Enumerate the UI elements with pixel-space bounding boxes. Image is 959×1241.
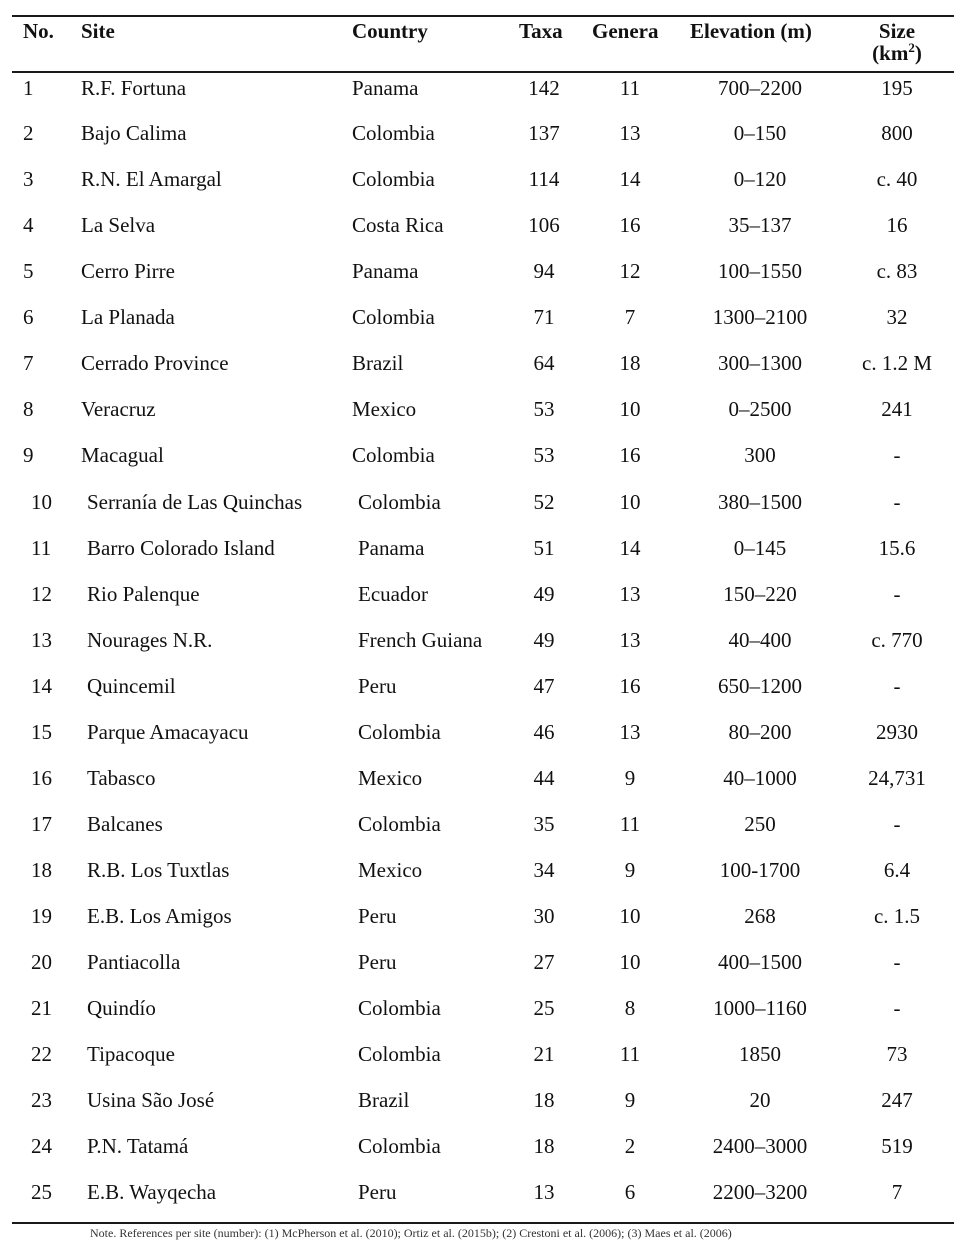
cell-taxa: 71 xyxy=(533,305,555,329)
cell-elevation: 2400–3000 xyxy=(712,1134,808,1158)
cell-country: Panama xyxy=(352,259,419,283)
cell-elevation: 0–150 xyxy=(733,121,787,145)
cell-site: P.N. Tatamá xyxy=(87,1134,189,1158)
cell-no: 20 xyxy=(31,950,52,974)
table-header-rule xyxy=(12,71,954,73)
cell-genera: 9 xyxy=(624,766,636,790)
cell-taxa: 18 xyxy=(533,1134,555,1158)
cell-genera: 16 xyxy=(619,443,641,467)
cell-genera: 12 xyxy=(619,259,641,283)
cell-genera: 8 xyxy=(624,996,636,1020)
cell-size: - xyxy=(893,674,901,698)
cell-genera: 13 xyxy=(619,720,641,744)
cell-no: 6 xyxy=(23,305,34,329)
cell-country: Mexico xyxy=(358,858,423,882)
cell-size: 32 xyxy=(886,305,908,329)
cell-country: Mexico xyxy=(352,397,417,421)
cell-elevation: 650–1200 xyxy=(718,674,802,698)
header-taxa: Taxa xyxy=(519,19,563,43)
cell-site: Macagual xyxy=(81,443,164,467)
cell-country: Panama xyxy=(352,76,419,100)
cell-elevation: 0–145 xyxy=(733,536,787,560)
cell-genera: 6 xyxy=(624,1180,636,1204)
cell-size: - xyxy=(893,582,901,606)
cell-no: 1 xyxy=(23,76,34,100)
cell-taxa: 34 xyxy=(533,858,555,882)
cell-genera: 10 xyxy=(619,904,641,928)
cell-country: Colombia xyxy=(358,1042,441,1066)
header-size-line1: Size xyxy=(878,19,916,43)
cell-site: R.B. Los Tuxtlas xyxy=(87,858,230,882)
cell-country: Colombia xyxy=(352,167,435,191)
cell-genera: 16 xyxy=(619,674,641,698)
cell-genera: 2 xyxy=(624,1134,636,1158)
cell-country: Brazil xyxy=(358,1088,410,1112)
cell-site: E.B. Los Amigos xyxy=(87,904,232,928)
cell-genera: 9 xyxy=(624,858,636,882)
cell-site: Usina São José xyxy=(87,1088,215,1112)
cell-size: 24,731 xyxy=(868,766,926,790)
cell-size: 519 xyxy=(881,1134,913,1158)
cell-taxa: 114 xyxy=(528,167,560,191)
cell-no: 19 xyxy=(31,904,52,928)
cell-country: Colombia xyxy=(358,720,441,744)
cell-site: Barro Colorado Island xyxy=(87,536,275,560)
cell-country: Brazil xyxy=(352,351,404,375)
cell-no: 7 xyxy=(23,351,34,375)
header-site: Site xyxy=(81,19,115,43)
cell-no: 17 xyxy=(31,812,52,836)
cell-country: Peru xyxy=(358,904,397,928)
cell-genera: 16 xyxy=(619,213,641,237)
cell-elevation: 300–1300 xyxy=(718,351,802,375)
header-size-unit: (km xyxy=(872,41,909,65)
header-size-close: ) xyxy=(914,41,922,65)
cell-elevation: 1850 xyxy=(739,1042,781,1066)
cell-no: 18 xyxy=(31,858,52,882)
cell-taxa: 35 xyxy=(533,812,555,836)
header-size-sup: 2 xyxy=(908,40,915,55)
header-elevation: Elevation (m) xyxy=(690,19,812,43)
cell-elevation: 400–1500 xyxy=(718,950,802,974)
cell-size: - xyxy=(893,996,901,1020)
cell-site: E.B. Wayqecha xyxy=(87,1180,217,1204)
cell-no: 16 xyxy=(31,766,52,790)
cell-site: Quincemil xyxy=(87,674,176,698)
cell-site: Balcanes xyxy=(87,812,163,836)
cell-size: - xyxy=(893,812,901,836)
cell-elevation: 1300–2100 xyxy=(712,305,808,329)
cell-genera: 11 xyxy=(619,1042,641,1066)
cell-site: Tipacoque xyxy=(87,1042,175,1066)
cell-no: 9 xyxy=(23,443,34,467)
cell-no: 25 xyxy=(31,1180,52,1204)
cell-no: 4 xyxy=(23,213,34,237)
cell-taxa: 46 xyxy=(533,720,555,744)
cell-genera: 14 xyxy=(619,167,641,191)
cell-no: 3 xyxy=(23,167,34,191)
cell-taxa: 13 xyxy=(533,1180,555,1204)
cell-site: Cerro Pirre xyxy=(81,259,175,283)
cell-country: Peru xyxy=(358,1180,397,1204)
cell-country: Costa Rica xyxy=(352,213,444,237)
cell-site: R.F. Fortuna xyxy=(81,76,187,100)
cell-genera: 10 xyxy=(619,397,641,421)
cell-size: - xyxy=(893,490,901,514)
cell-size: 7 xyxy=(891,1180,903,1204)
cell-site: La Planada xyxy=(81,305,175,329)
cell-genera: 11 xyxy=(619,812,641,836)
cell-site: Parque Amacayacu xyxy=(87,720,249,744)
cell-size: 16 xyxy=(886,213,908,237)
cell-size: 73 xyxy=(886,1042,908,1066)
cell-size: c. 40 xyxy=(876,167,918,191)
cell-size: 15.6 xyxy=(878,536,916,560)
cell-taxa: 27 xyxy=(533,950,555,974)
cell-genera: 10 xyxy=(619,950,641,974)
cell-site: Nourages N.R. xyxy=(87,628,213,652)
cell-elevation: 100-1700 xyxy=(719,858,801,882)
cell-elevation: 300 xyxy=(744,443,776,467)
cell-site: Bajo Calima xyxy=(81,121,187,145)
header-no: No. xyxy=(23,19,54,43)
header-size xyxy=(857,20,937,64)
cell-no: 5 xyxy=(23,259,34,283)
cell-taxa: 49 xyxy=(533,628,555,652)
cell-elevation: 268 xyxy=(744,904,776,928)
cell-genera: 7 xyxy=(624,305,636,329)
table-footnote: Note. References per site (number): (1) McPherson et al. (2010); Ortiz et al. (2015b); (2) Crestoni et al. (2006); (3) Maes et al. (2006) xyxy=(90,1226,732,1240)
cell-genera: 13 xyxy=(619,628,641,652)
cell-size: 195 xyxy=(881,76,913,100)
cell-elevation: 2200–3200 xyxy=(712,1180,808,1204)
cell-no: 21 xyxy=(31,996,52,1020)
cell-country: Colombia xyxy=(352,305,435,329)
cell-genera: 18 xyxy=(619,351,641,375)
cell-site: R.N. El Amargal xyxy=(81,167,222,191)
cell-no: 24 xyxy=(31,1134,52,1158)
cell-elevation: 380–1500 xyxy=(718,490,802,514)
cell-size: c. 1.5 xyxy=(873,904,921,928)
cell-country: Colombia xyxy=(358,996,441,1020)
cell-elevation: 40–1000 xyxy=(723,766,797,790)
cell-no: 2 xyxy=(23,121,34,145)
cell-site: Pantiacolla xyxy=(87,950,181,974)
cell-country: Panama xyxy=(358,536,425,560)
cell-taxa: 18 xyxy=(533,1088,555,1112)
cell-taxa: 53 xyxy=(533,443,555,467)
cell-taxa: 106 xyxy=(528,213,560,237)
cell-taxa: 44 xyxy=(533,766,555,790)
cell-elevation: 35–137 xyxy=(728,213,792,237)
cell-site: Serranía de Las Quinchas xyxy=(87,490,303,514)
cell-size: c. 1.2 M xyxy=(862,351,932,375)
header-genera: Genera xyxy=(592,19,659,43)
cell-genera: 11 xyxy=(619,76,641,100)
cell-size: 241 xyxy=(881,397,913,421)
cell-country: Colombia xyxy=(352,443,435,467)
cell-taxa: 51 xyxy=(533,536,555,560)
cell-genera: 14 xyxy=(619,536,641,560)
cell-elevation: 150–220 xyxy=(723,582,797,606)
cell-site: Rio Palenque xyxy=(87,582,200,606)
cell-country: French Guiana xyxy=(358,628,483,652)
cell-site: Veracruz xyxy=(81,397,156,421)
cell-taxa: 25 xyxy=(533,996,555,1020)
cell-size: c. 770 xyxy=(871,628,923,652)
cell-taxa: 21 xyxy=(533,1042,555,1066)
cell-country: Peru xyxy=(358,674,397,698)
cell-genera: 10 xyxy=(619,490,641,514)
cell-taxa: 52 xyxy=(533,490,555,514)
cell-country: Colombia xyxy=(358,490,441,514)
cell-size: 2930 xyxy=(876,720,918,744)
cell-no: 11 xyxy=(31,536,52,560)
cell-country: Colombia xyxy=(352,121,435,145)
cell-site: Cerrado Province xyxy=(81,351,229,375)
cell-country: Ecuador xyxy=(358,582,428,606)
cell-genera: 13 xyxy=(619,121,641,145)
cell-country: Colombia xyxy=(358,1134,441,1158)
cell-no: 22 xyxy=(31,1042,52,1066)
cell-site: Tabasco xyxy=(87,766,156,790)
cell-no: 12 xyxy=(31,582,52,606)
cell-size: c. 83 xyxy=(876,259,918,283)
cell-country: Peru xyxy=(358,950,397,974)
cell-elevation: 100–1550 xyxy=(718,259,802,283)
cell-taxa: 30 xyxy=(533,904,555,928)
table-top-rule xyxy=(12,15,954,17)
cell-taxa: 53 xyxy=(533,397,555,421)
header-size-line2 xyxy=(857,42,937,64)
cell-country: Mexico xyxy=(358,766,423,790)
cell-elevation: 250 xyxy=(744,812,776,836)
cell-no: 23 xyxy=(31,1088,52,1112)
cell-no: 8 xyxy=(23,397,34,421)
cell-elevation: 20 xyxy=(749,1088,771,1112)
table-bottom-rule xyxy=(12,1222,954,1224)
header-country: Country xyxy=(352,19,428,43)
cell-taxa: 47 xyxy=(533,674,555,698)
cell-size: 6.4 xyxy=(883,858,911,882)
cell-no: 14 xyxy=(31,674,52,698)
cell-no: 10 xyxy=(31,490,52,514)
cell-size: - xyxy=(893,950,901,974)
cell-site: La Selva xyxy=(81,213,156,237)
cell-size: - xyxy=(893,443,901,467)
cell-elevation: 80–200 xyxy=(728,720,792,744)
cell-taxa: 142 xyxy=(528,76,560,100)
cell-no: 13 xyxy=(31,628,52,652)
cell-genera: 9 xyxy=(624,1088,636,1112)
cell-size: 800 xyxy=(881,121,913,145)
cell-taxa: 49 xyxy=(533,582,555,606)
cell-taxa: 64 xyxy=(533,351,555,375)
cell-elevation: 0–2500 xyxy=(728,397,792,421)
cell-taxa: 94 xyxy=(533,259,555,283)
cell-site: Quindío xyxy=(87,996,156,1020)
cell-country: Colombia xyxy=(358,812,441,836)
cell-taxa: 137 xyxy=(528,121,560,145)
cell-genera: 13 xyxy=(619,582,641,606)
cell-elevation: 1000–1160 xyxy=(713,996,807,1020)
cell-elevation: 0–120 xyxy=(733,167,787,191)
cell-size: 247 xyxy=(881,1088,913,1112)
cell-elevation: 700–2200 xyxy=(718,76,802,100)
cell-no: 15 xyxy=(31,720,52,744)
cell-elevation: 40–400 xyxy=(728,628,792,652)
